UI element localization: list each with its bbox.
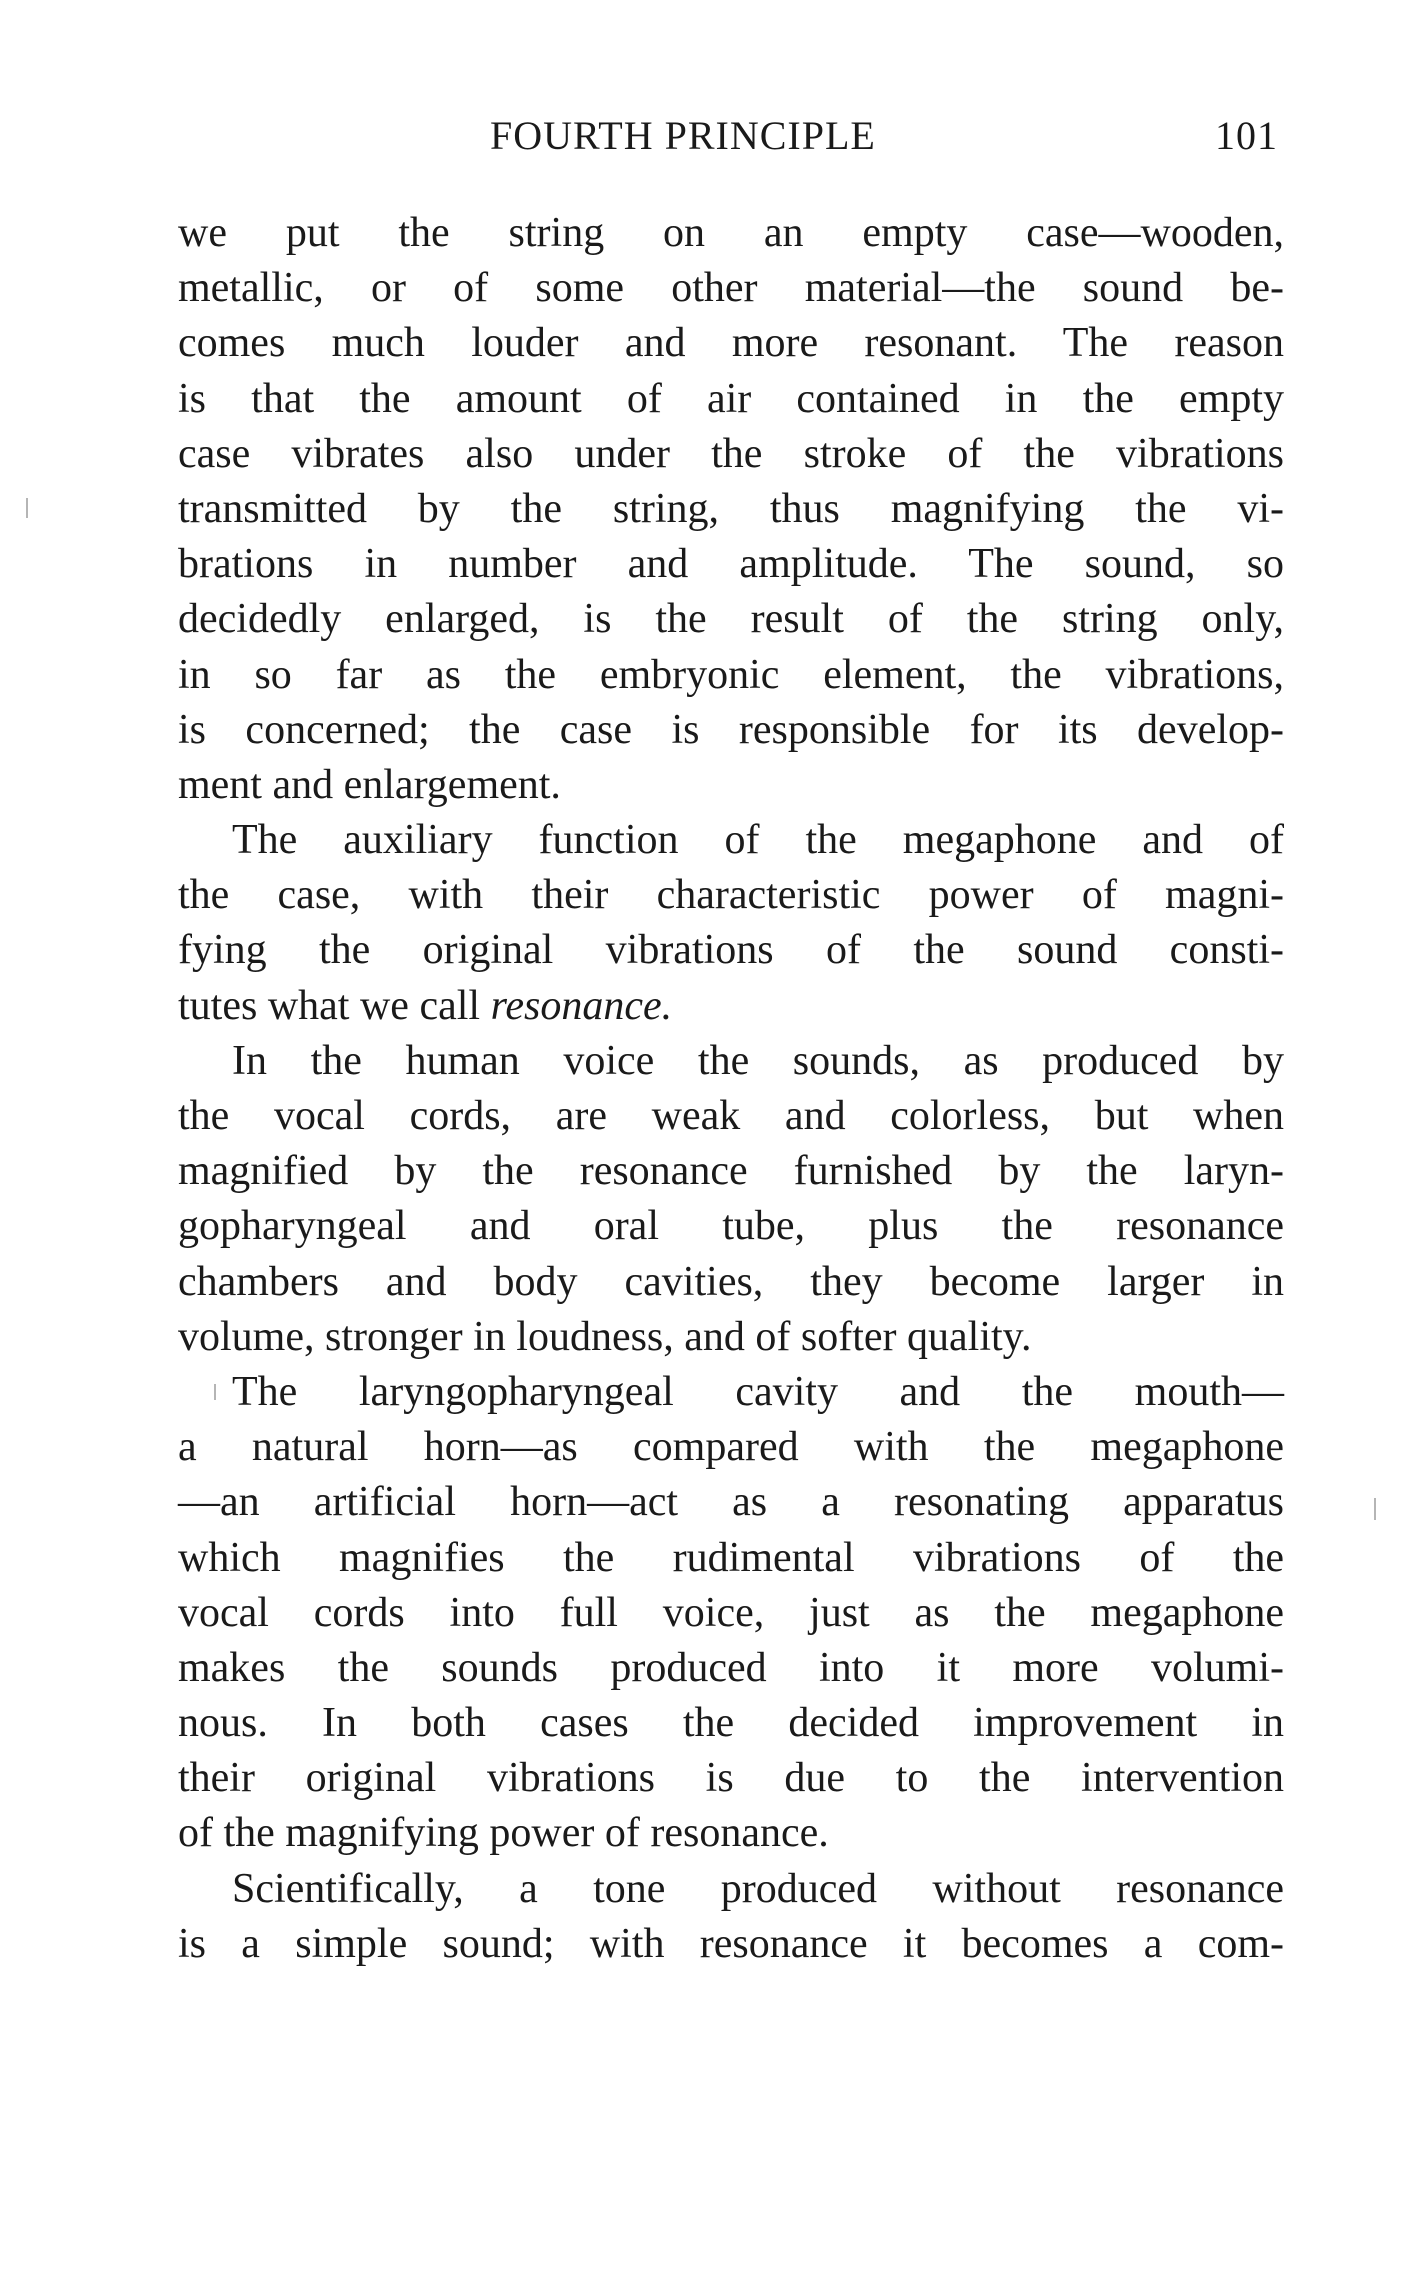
running-title: FOURTH PRINCIPLE xyxy=(490,113,876,158)
scan-mark xyxy=(26,498,28,518)
paragraph-4 xyxy=(178,1365,1284,1862)
paragraph-1 xyxy=(178,206,1284,813)
text-line: fying the original vibrations of the sound consti- xyxy=(178,927,1284,974)
paragraph-5 xyxy=(178,1862,1284,1972)
text-line: transmitted by the string, thus magnifying the vi- xyxy=(178,485,1284,532)
scan-mark xyxy=(1374,1498,1376,1520)
scan-mark xyxy=(214,1384,216,1400)
text-line: is a simple sound; with resonance it becomes a com- xyxy=(178,1920,1284,1967)
text-line: In the human voice the sounds, as produced by xyxy=(232,1037,1284,1084)
text-line: vocal cords into full voice, just as the megaphone xyxy=(178,1589,1284,1636)
text-line: the case, with their characteristic power of magni- xyxy=(178,872,1284,919)
paragraph-3 xyxy=(178,1034,1284,1365)
text-line: magnified by the resonance furnished by the laryn- xyxy=(178,1148,1284,1195)
text-line: chambers and body cavities, they become larger in xyxy=(178,1258,1284,1305)
text-line: comes much louder and more resonant. The reason xyxy=(178,320,1284,367)
text-line: gopharyngeal and oral tube, plus the resonance xyxy=(178,1203,1284,1250)
text-line: —an artificial horn—act as a resonating apparatus xyxy=(178,1479,1284,1526)
text-line: Scientifically, a tone produced without resonance xyxy=(232,1865,1284,1912)
running-head xyxy=(178,112,1278,162)
text-line: volume, stronger in loudness, and of softer quality. xyxy=(178,1313,1032,1360)
paragraph-2 xyxy=(178,813,1284,1034)
text-line xyxy=(178,979,1284,1034)
text-line: of the magnifying power of resonance. xyxy=(178,1810,829,1857)
text-line: in so far as the embryonic element, the vibrations, xyxy=(178,651,1284,698)
text-line: ment and enlargement. xyxy=(178,761,561,808)
italic-term: resonance. xyxy=(490,982,673,1029)
body-text xyxy=(178,206,1284,1972)
text-line: is concerned; the case is responsible for its develop- xyxy=(178,706,1284,753)
text-line: the vocal cords, are weak and colorless, but when xyxy=(178,1093,1284,1139)
text-run: tutes what we call xyxy=(178,982,491,1029)
text-line: decidedly enlarged, is the result of the string only, xyxy=(178,596,1284,643)
page-number: 101 xyxy=(1215,113,1278,158)
text-line: The laryngopharyngeal cavity and the mouth— xyxy=(232,1368,1284,1415)
text-line: we put the string on an empty case—wooden, xyxy=(178,210,1284,256)
text-line: The auxiliary function of the megaphone and of xyxy=(232,817,1284,864)
text-line: nous. In both cases the decided improvement in xyxy=(178,1700,1284,1747)
text-line: brations in number and amplitude. The sound, so xyxy=(178,541,1284,588)
text-line: metallic, or of some other material—the sound be- xyxy=(178,265,1284,312)
text-line: is that the amount of air contained in the empty xyxy=(178,375,1284,422)
text-line: their original vibrations is due to the intervention xyxy=(178,1755,1284,1802)
text-line: a natural horn—as compared with the megaphone xyxy=(178,1424,1284,1471)
text-line: case vibrates also under the stroke of the vibrations xyxy=(178,430,1284,477)
text-line: makes the sounds produced into it more volumi- xyxy=(178,1644,1284,1691)
text-line: which magnifies the rudimental vibrations of the xyxy=(178,1534,1284,1581)
